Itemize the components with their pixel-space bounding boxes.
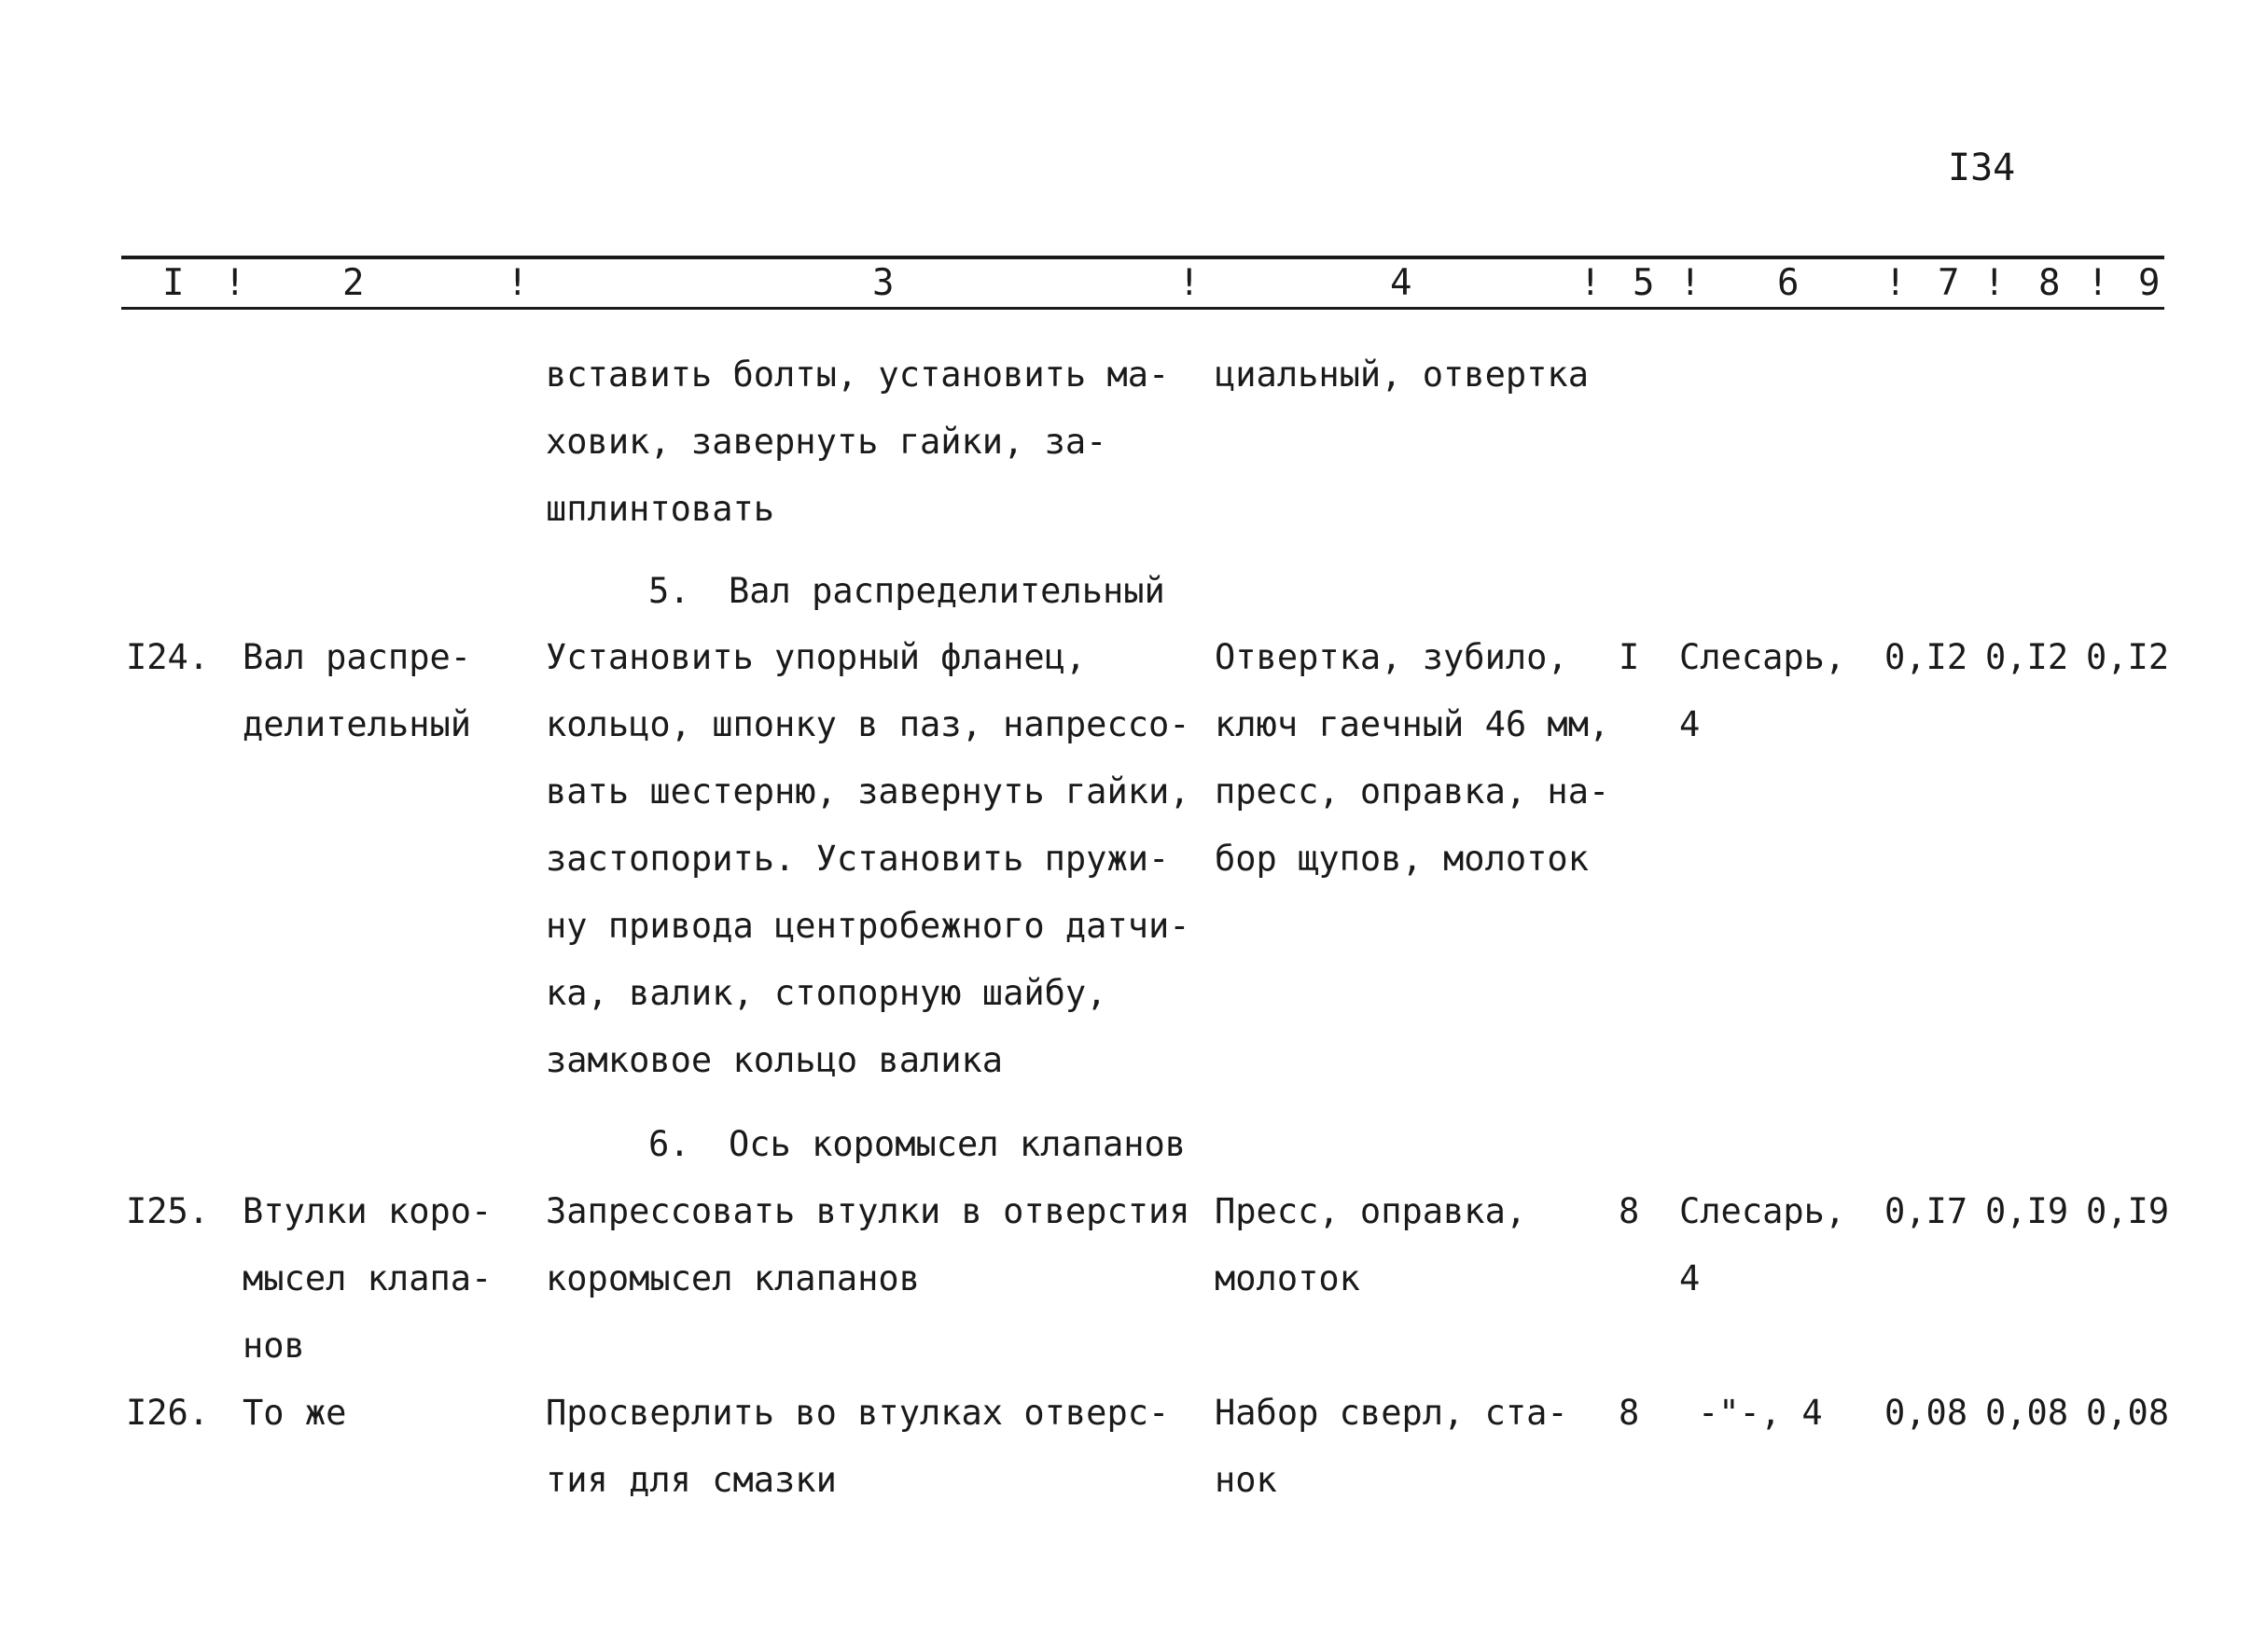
- row-number: I26.: [126, 1393, 210, 1433]
- tools-line: нок: [1215, 1460, 1277, 1500]
- header-col-7: 7: [1938, 262, 1960, 304]
- operation-line: кольцо, шпонку в паз, напрессо-: [546, 704, 1190, 744]
- header-bottom-rule: [121, 307, 2164, 310]
- row-number: I25.: [126, 1191, 210, 1231]
- value-col9: 0,I2: [2086, 637, 2170, 677]
- header-col-9: 9: [2138, 262, 2161, 304]
- operation-line: ка, валик, стопорную шайбу,: [546, 973, 1107, 1013]
- header-sep-8: !: [2087, 262, 2109, 304]
- header-col-2: 2: [342, 262, 365, 304]
- continuation-col3-line: шплинтовать: [546, 489, 775, 529]
- operation-line: Запрессовать втулки в отверстия: [546, 1191, 1190, 1231]
- operation-line: застопорить. Установить пружи-: [546, 839, 1170, 879]
- grade-value: I: [1619, 637, 1640, 677]
- part-name-line: мысел клапа-: [243, 1258, 493, 1298]
- value-col7: 0,I2: [1884, 637, 1968, 677]
- worker-line: 4: [1679, 1258, 1701, 1298]
- operation-line: Установить упорный фланец,: [546, 637, 1087, 677]
- tools-line: ключ гаечный 46 мм,: [1215, 704, 1610, 744]
- grade-value: 8: [1619, 1191, 1640, 1231]
- worker-line: Слесарь,: [1679, 637, 1846, 677]
- value-col8: 0,08: [1985, 1393, 2069, 1433]
- continuation-col3-line: ховик, завернуть гайки, за-: [546, 422, 1107, 462]
- tools-line: молоток: [1215, 1258, 1360, 1298]
- operation-line: вать шестерню, завернуть гайки,: [546, 771, 1190, 812]
- header-col-6: 6: [1777, 262, 1800, 304]
- value-col8: 0,I9: [1985, 1191, 2069, 1231]
- header-sep-2: !: [507, 262, 529, 304]
- tools-line: бор щупов, молоток: [1215, 839, 1589, 879]
- header-top-rule: [121, 256, 2164, 259]
- header-sep-1: !: [224, 262, 246, 304]
- header-col-4: 4: [1390, 262, 1412, 304]
- part-name-line: Вал распре-: [243, 637, 472, 677]
- value-col8: 0,I2: [1985, 637, 2069, 677]
- worker-line: -"-, 4: [1698, 1393, 1823, 1433]
- header-col-8: 8: [2038, 262, 2061, 304]
- tools-line: Пресс, оправка,: [1215, 1191, 1527, 1231]
- tools-line: Отвертка, зубило,: [1215, 637, 1568, 677]
- operation-line: Просверлить во втулках отверс-: [546, 1393, 1170, 1433]
- header-sep-4: !: [1579, 262, 1602, 304]
- value-col7: 0,I7: [1884, 1191, 1968, 1231]
- grade-value: 8: [1619, 1393, 1640, 1433]
- header-sep-5: !: [1679, 262, 1702, 304]
- part-name-line: То же: [243, 1393, 347, 1433]
- header-col-5: 5: [1633, 262, 1655, 304]
- section-title: Ось коромысел клапанов: [729, 1124, 1187, 1164]
- section-number: 5.: [648, 571, 690, 611]
- part-name-line: Втулки коро-: [243, 1191, 493, 1231]
- header-sep-7: !: [1983, 262, 2006, 304]
- operation-line: замковое кольцо валика: [546, 1040, 1004, 1080]
- section-title: Вал распределительный: [729, 571, 1165, 611]
- part-name-line: нов: [243, 1326, 305, 1366]
- value-col9: 0,08: [2086, 1393, 2170, 1433]
- value-col9: 0,I9: [2086, 1191, 2170, 1231]
- page-number: I34: [1948, 146, 2016, 189]
- row-number: I24.: [126, 637, 210, 677]
- part-name-line: делительный: [243, 704, 472, 744]
- worker-line: Слесарь,: [1679, 1191, 1846, 1231]
- tools-line: пресс, оправка, на-: [1215, 771, 1610, 812]
- header-col-3: 3: [872, 262, 895, 304]
- operation-line: ну привода центробежного датчи-: [546, 906, 1190, 946]
- operation-line: тия для смазки: [546, 1460, 837, 1500]
- continuation-col3-line: вставить болты, установить ма-: [546, 354, 1170, 395]
- header-sep-6: !: [1884, 262, 1907, 304]
- header-sep-3: !: [1178, 262, 1201, 304]
- worker-line: 4: [1679, 704, 1701, 744]
- section-number: 6.: [648, 1124, 690, 1164]
- header-col-1: I: [162, 262, 185, 304]
- operation-line: коромысел клапанов: [546, 1258, 920, 1298]
- tools-line: Набор сверл, ста-: [1215, 1393, 1568, 1433]
- continuation-col4-line: циальный, отвертка: [1215, 354, 1589, 395]
- value-col7: 0,08: [1884, 1393, 1968, 1433]
